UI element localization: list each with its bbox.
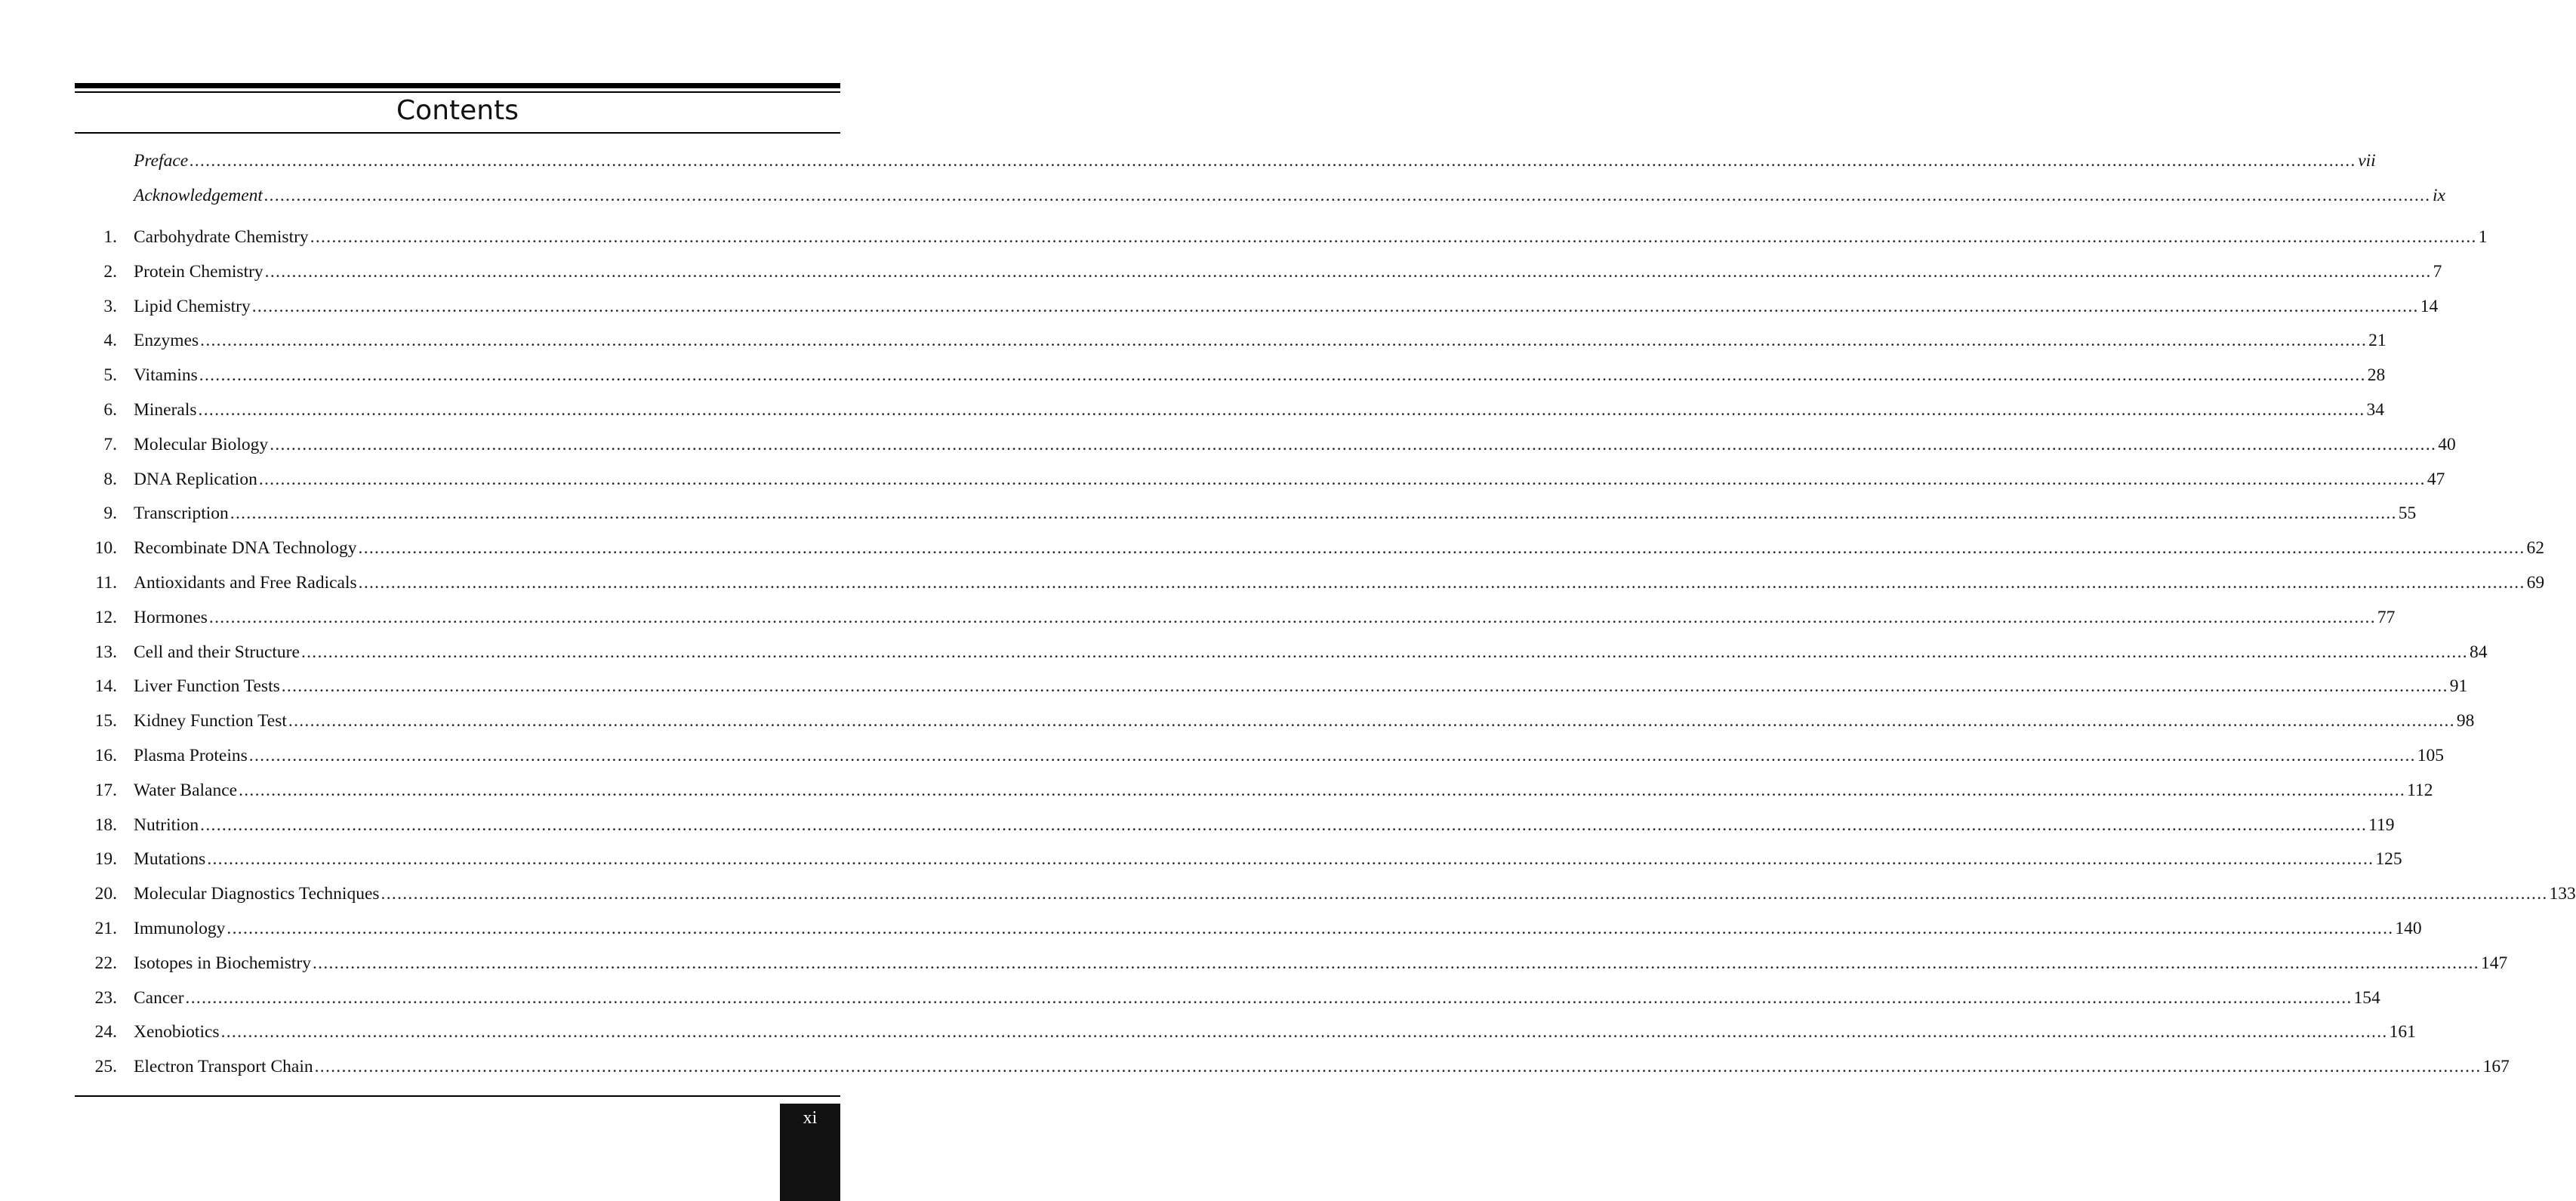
entry-page-number: 28 bbox=[2367, 365, 2386, 385]
dot-leader: ................................................................................................................................................................................................................................................................................................................................................................................................................ bbox=[281, 676, 2448, 696]
dot-leader: ................................................................................................................................................................................................................................................................................................................................................................................................................ bbox=[200, 815, 2368, 835]
dot-leader: ................................................................................................................................................................................................................................................................................................................................................................................................................ bbox=[270, 435, 2437, 454]
entry-page-number: 77 bbox=[2377, 608, 2396, 627]
entry-title: Transcription bbox=[134, 503, 229, 523]
dot-leader: ................................................................................................................................................................................................................................................................................................................................................................................................................ bbox=[312, 953, 2479, 973]
toc-entry[interactable] bbox=[75, 884, 2576, 910]
entry-page-number: 84 bbox=[2469, 642, 2488, 662]
entry-title: Nutrition bbox=[134, 815, 199, 835]
dot-leader: ................................................................................................................................................................................................................................................................................................................................................................................................................ bbox=[226, 919, 2394, 938]
entry-title: Water Balance bbox=[134, 781, 238, 800]
dot-leader: ................................................................................................................................................................................................................................................................................................................................................................................................................ bbox=[200, 331, 2368, 350]
chapter-number: 22. bbox=[94, 953, 117, 973]
chapter-number: 5. bbox=[103, 365, 117, 385]
toc-entry[interactable] bbox=[75, 538, 2545, 564]
dot-leader: ................................................................................................................................................................................................................................................................................................................................................................................................................ bbox=[251, 297, 2419, 316]
entry-title: Acknowledgement bbox=[134, 186, 263, 205]
page-number: xi bbox=[803, 1108, 818, 1128]
dot-leader: ................................................................................................................................................................................................................................................................................................................................................................................................................ bbox=[288, 711, 2455, 731]
entry-page-number: ix bbox=[2432, 186, 2445, 205]
dot-leader: ................................................................................................................................................................................................................................................................................................................................................................................................................ bbox=[248, 746, 2416, 765]
page-title: Contents bbox=[396, 95, 519, 126]
chapter-number: 14. bbox=[94, 676, 117, 696]
chapter-number: 1. bbox=[103, 227, 117, 247]
dot-leader: ................................................................................................................................................................................................................................................................................................................................................................................................................ bbox=[263, 186, 2431, 205]
entry-title: Cell and their Structure bbox=[134, 642, 300, 662]
dot-leader: ................................................................................................................................................................................................................................................................................................................................................................................................................ bbox=[190, 151, 2357, 171]
dot-leader: ................................................................................................................................................................................................................................................................................................................................................................................................................ bbox=[230, 503, 2397, 523]
entry-title: Cancer bbox=[134, 988, 184, 1008]
toc-entry[interactable] bbox=[75, 849, 2402, 875]
entry-page-number: 34 bbox=[2366, 400, 2385, 420]
dot-leader: ................................................................................................................................................................................................................................................................................................................................................................................................................ bbox=[220, 1022, 2388, 1042]
entry-page-number: 147 bbox=[2480, 953, 2508, 973]
dot-leader: ................................................................................................................................................................................................................................................................................................................................................................................................................ bbox=[300, 642, 2468, 662]
chapter-number: 23. bbox=[94, 988, 117, 1008]
dot-leader: ................................................................................................................................................................................................................................................................................................................................................................................................................ bbox=[381, 884, 2548, 904]
entry-page-number: 105 bbox=[2417, 746, 2445, 765]
toc-entry[interactable] bbox=[75, 711, 2475, 737]
toc-entry[interactable] bbox=[75, 262, 2442, 288]
entry-title: Plasma Proteins bbox=[134, 746, 248, 765]
chapter-number: 2. bbox=[103, 262, 117, 282]
front-matter-entry[interactable] bbox=[75, 151, 2376, 177]
entry-title: Protein Chemistry bbox=[134, 262, 263, 282]
entry-title: DNA Replication bbox=[134, 470, 257, 489]
entry-page-number: 140 bbox=[2395, 919, 2422, 938]
entry-page-number: 119 bbox=[2368, 815, 2395, 835]
toc-entry[interactable] bbox=[75, 1022, 2416, 1048]
entry-page-number: 40 bbox=[2438, 435, 2456, 454]
entry-title: Molecular Biology bbox=[134, 435, 269, 454]
chapter-number: 10. bbox=[94, 538, 117, 558]
entry-page-number: vii bbox=[2358, 151, 2376, 171]
entry-page-number: 161 bbox=[2389, 1022, 2416, 1042]
chapter-number: 25. bbox=[94, 1057, 117, 1076]
entry-title: Antioxidants and Free Radicals bbox=[134, 573, 357, 593]
front-matter-entry[interactable] bbox=[75, 186, 2445, 211]
toc-entry[interactable] bbox=[75, 400, 2385, 426]
toc-entry[interactable] bbox=[75, 470, 2445, 495]
entry-page-number: 14 bbox=[2420, 297, 2439, 316]
toc-entry[interactable] bbox=[75, 331, 2386, 356]
dot-leader: ................................................................................................................................................................................................................................................................................................................................................................................................................ bbox=[239, 781, 2406, 800]
chapter-number: 18. bbox=[94, 815, 117, 835]
entry-title: Hormones bbox=[134, 608, 208, 627]
entry-title: Kidney Function Test bbox=[134, 711, 287, 731]
chapter-number: 8. bbox=[103, 470, 117, 489]
dot-leader: ................................................................................................................................................................................................................................................................................................................................................................................................................ bbox=[264, 262, 2432, 282]
entry-title: Immunology bbox=[134, 919, 226, 938]
toc-entry[interactable] bbox=[75, 435, 2456, 460]
entry-title: Liver Function Tests bbox=[134, 676, 280, 696]
dot-leader: ................................................................................................................................................................................................................................................................................................................................................................................................................ bbox=[258, 470, 2426, 489]
dot-leader: ................................................................................................................................................................................................................................................................................................................................................................................................................ bbox=[185, 988, 2353, 1008]
chapter-number: 7. bbox=[103, 435, 117, 454]
toc-entry[interactable] bbox=[75, 608, 2396, 633]
entry-page-number: 62 bbox=[2526, 538, 2545, 558]
entry-title: Isotopes in Biochemistry bbox=[134, 953, 311, 973]
entry-page-number: 69 bbox=[2526, 573, 2545, 593]
entry-page-number: 1 bbox=[2478, 227, 2488, 247]
entry-title: Vitamins bbox=[134, 365, 198, 385]
toc-entry[interactable] bbox=[75, 988, 2380, 1014]
entry-title: Mutations bbox=[134, 849, 206, 869]
entry-page-number: 112 bbox=[2407, 781, 2433, 800]
toc-entry[interactable] bbox=[75, 365, 2386, 391]
dot-leader: ................................................................................................................................................................................................................................................................................................................................................................................................................ bbox=[199, 365, 2366, 385]
chapter-number: 19. bbox=[94, 849, 117, 869]
chapter-number: 24. bbox=[94, 1022, 117, 1042]
toc-entry[interactable] bbox=[75, 676, 2468, 702]
dot-leader: ................................................................................................................................................................................................................................................................................................................................................................................................................ bbox=[198, 400, 2365, 420]
entry-title: Lipid Chemistry bbox=[134, 297, 251, 316]
toc-entry[interactable] bbox=[75, 746, 2445, 771]
entry-title: Molecular Diagnostics Techniques bbox=[134, 884, 380, 904]
header-rule-thick bbox=[75, 83, 840, 88]
toc-entry[interactable] bbox=[75, 642, 2488, 668]
entry-title: Minerals bbox=[134, 400, 197, 420]
entry-title: Recombinate DNA Technology bbox=[134, 538, 357, 558]
chapter-number: 9. bbox=[103, 503, 117, 523]
entry-title: Xenobiotics bbox=[134, 1022, 220, 1042]
entry-page-number: 154 bbox=[2353, 988, 2380, 1008]
chapter-number: 11. bbox=[95, 573, 117, 593]
chapter-number: 16. bbox=[94, 746, 117, 765]
entry-page-number: 55 bbox=[2398, 503, 2417, 523]
chapter-number: 13. bbox=[94, 642, 117, 662]
chapter-number: 15. bbox=[94, 711, 117, 731]
entry-page-number: 98 bbox=[2456, 711, 2475, 731]
toc-entry[interactable] bbox=[75, 227, 2488, 253]
entry-title: Carbohydrate Chemistry bbox=[134, 227, 309, 247]
footer-rule bbox=[75, 1095, 840, 1097]
dot-leader: ................................................................................................................................................................................................................................................................................................................................................................................................................ bbox=[314, 1057, 2482, 1076]
toc-entry[interactable] bbox=[75, 815, 2395, 841]
toc-entry[interactable] bbox=[75, 781, 2433, 806]
chapter-number: 20. bbox=[94, 884, 117, 904]
toc-entry[interactable] bbox=[75, 573, 2545, 599]
entry-page-number: 7 bbox=[2433, 262, 2442, 282]
chapter-number: 21. bbox=[94, 919, 117, 938]
entry-title: Electron Transport Chain bbox=[134, 1057, 313, 1076]
toc-entry[interactable] bbox=[75, 1057, 2510, 1082]
dot-leader: ................................................................................................................................................................................................................................................................................................................................................................................................................ bbox=[208, 608, 2376, 627]
dot-leader: ................................................................................................................................................................................................................................................................................................................................................................................................................ bbox=[207, 849, 2374, 869]
toc-entry[interactable] bbox=[75, 919, 2422, 944]
chapter-number: 3. bbox=[103, 297, 117, 316]
chapter-number: 17. bbox=[94, 781, 117, 800]
chapter-number: 6. bbox=[103, 400, 117, 420]
toc-entry[interactable] bbox=[75, 297, 2439, 322]
entry-page-number: 167 bbox=[2482, 1057, 2510, 1076]
dot-leader: ................................................................................................................................................................................................................................................................................................................................................................................................................ bbox=[358, 538, 2525, 558]
entry-page-number: 133 bbox=[2549, 884, 2576, 904]
dot-leader: ................................................................................................................................................................................................................................................................................................................................................................................................................ bbox=[310, 227, 2477, 247]
entry-page-number: 21 bbox=[2368, 331, 2386, 350]
toc-entry[interactable] bbox=[75, 953, 2508, 979]
entry-page-number: 47 bbox=[2427, 470, 2445, 489]
entry-title: Preface bbox=[134, 151, 189, 171]
title-underline bbox=[75, 132, 840, 134]
entry-page-number: 91 bbox=[2449, 676, 2468, 696]
chapter-number: 4. bbox=[103, 331, 117, 350]
dot-leader: ................................................................................................................................................................................................................................................................................................................................................................................................................ bbox=[358, 573, 2525, 593]
chapter-number: 12. bbox=[94, 608, 117, 627]
entry-page-number: 125 bbox=[2375, 849, 2402, 869]
page-number-tab bbox=[780, 1104, 840, 1201]
entry-title: Enzymes bbox=[134, 331, 199, 350]
toc-entry[interactable] bbox=[75, 503, 2417, 529]
